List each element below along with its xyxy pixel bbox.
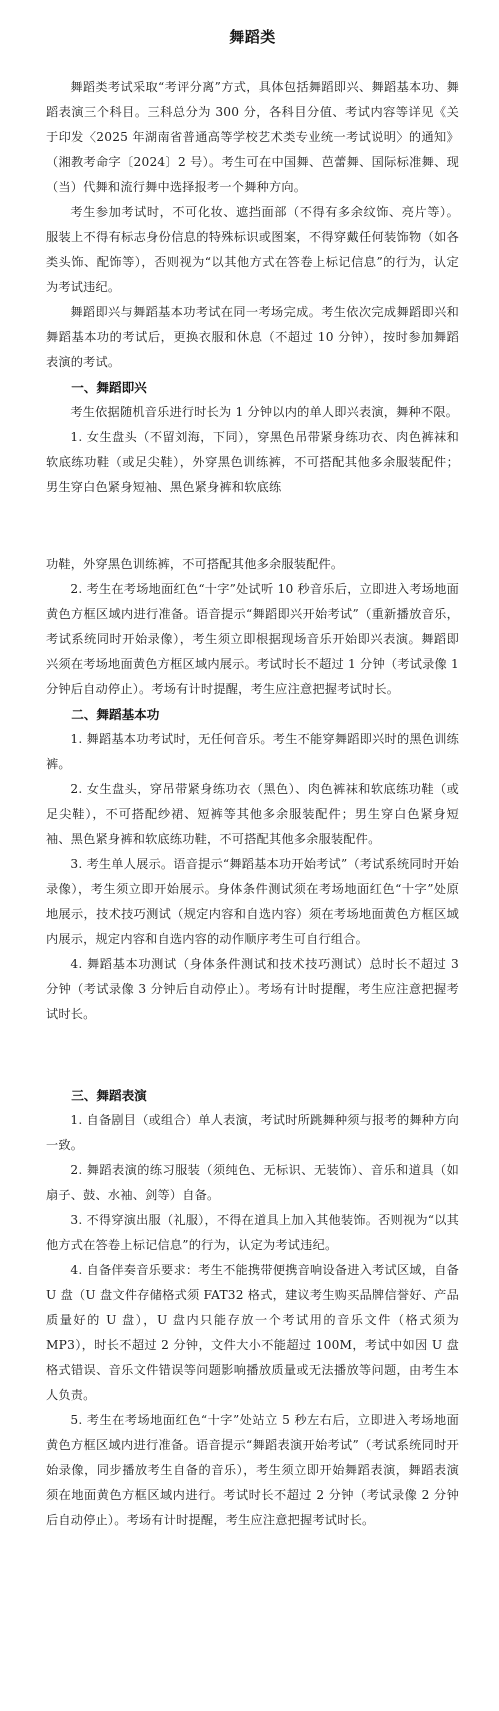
performance-paragraph-3: 3. 不得穿演出服（礼服），不得在道具上加入其他装饰。否则视为“以其他方式在答卷上标记信息”的行为，认定为考试违纪。 xyxy=(46,1213,459,1252)
page-break-gap xyxy=(46,500,459,552)
section-heading-basic-skills: 二、舞蹈基本功 xyxy=(71,707,160,722)
improvisation-paragraph-3: 2. 考生在考场地面红色“十字”处试听 10 秒音乐后，立即进入考场地面黄色方框区域内进行准备。语音提示“舞蹈即兴开始考试”（重新播放音乐，考试系统同时开始录像），考生须立即根据现场音乐开始即兴表演。舞蹈即兴须在考场地面黄色方框区域内展示。考试时长不超过 1 分钟（考试录像 1 分钟后自动停止）。考场有计时提醒，考生应注意把握考试时长。 xyxy=(46,582,459,696)
basic-skills-paragraph-1: 1. 舞蹈基本功考试时，无任何音乐。考生不能穿舞蹈即兴时的黑色训练裤。 xyxy=(46,732,459,771)
intro-paragraph-2: 考生参加考试时，不可化妆、遮挡面部（不得有多余纹饰、亮片等）。服装上不得有标志身份信息的特殊标识或图案，不得穿戴任何装饰物（如各类头饰、配饰等），否则视为“以其他方式在答卷上标记信息”的行为，认定为考试违纪。 xyxy=(46,205,459,294)
basic-skills-paragraph-2: 2. 女生盘头，穿吊带紧身练功衣（黑色）、肉色裤袜和软底练功鞋（或足尖鞋），不可搭配纱裙、短裤等其他多余服装配件；男生穿白色紧身短袖、黑色紧身裤和软底练功鞋，不可搭配其他多余服装配件。 xyxy=(46,782,459,846)
performance-paragraph-4: 4. 自备伴奏音乐要求：考生不能携带便携音响设备进入考试区域，自备 U 盘（U 盘文件存储格式须 FAT32 格式，建议考生购买品牌信誉好、产品质量好的 U 盘），U 盘内只能存放一个考试用的音乐文件（格式须为 MP3），时长不超过 2 分钟，文件大小不能超过 100M，考试中如因 U 盘格式错误、音乐文件错误等问题影响播放质量或无法播放等问题，由考生本人负责。 xyxy=(46,1263,459,1402)
performance-paragraph-2: 2. 舞蹈表演的练习服装（须纯色、无标识、无装饰）、音乐和道具（如扇子、鼓、水袖、剑等）自备。 xyxy=(46,1163,459,1202)
improvisation-paragraph-2: 1. 女生盘头（不留刘海，下同），穿黑色吊带紧身练功衣、肉色裤袜和软底练功鞋（或足尖鞋），外穿黑色训练裤，不可搭配其他多余服装配件；男生穿白色紧身短袖、黑色紧身裤和软底练 xyxy=(46,430,459,494)
page-break-gap xyxy=(46,1027,459,1083)
improvisation-paragraph-1: 考生依据随机音乐进行时长为 1 分钟以内的单人即兴表演，舞种不限。 xyxy=(70,405,459,419)
performance-paragraph-1: 1. 自备剧目（或组合）单人表演，考试时所跳舞种须与报考的舞种方向一致。 xyxy=(46,1113,459,1152)
basic-skills-paragraph-3: 3. 考生单人展示。语音提示“舞蹈基本功开始考试”（考试系统同时开始录像），考生须立即开始展示。身体条件测试须在考场地面红色“十字”处原地展示，技术技巧测试（规定内容和自选内容）须在考场地面黄色方框区域内展示，规定内容和自选内容的动作顺序考生可自行组合。 xyxy=(46,857,459,946)
intro-paragraph-3: 舞蹈即兴与舞蹈基本功考试在同一考场完成。考生依次完成舞蹈即兴和舞蹈基本功的考试后，更换衣服和休息（不超过 10 分钟），按时参加舞蹈表演的考试。 xyxy=(46,305,459,369)
section-heading-performance: 三、舞蹈表演 xyxy=(71,1088,147,1103)
intro-paragraph-1: 舞蹈类考试采取“考评分离”方式，具体包括舞蹈即兴、舞蹈基本功、舞蹈表演三个科目。三科总分为 300 分，各科目分值、考试内容等详见《关于印发〈2025 年湖南省普通高等学校艺术类专业统一考试说明〉的通知》（湘教考命字〔2024〕2 号）。考生可在中国舞、芭蕾舞、国际标准舞、现（当）代舞和流行舞中选择报考一个舞种方向。 xyxy=(46,80,459,194)
document-title: 舞蹈类 xyxy=(229,28,276,46)
section-heading-improvisation: 一、舞蹈即兴 xyxy=(71,380,147,395)
basic-skills-paragraph-4: 4. 舞蹈基本功测试（身体条件测试和技术技巧测试）总时长不超过 3 分钟（考试录像 3 分钟后自动停止）。考场有计时提醒，考生应注意把握考试时长。 xyxy=(46,957,459,1021)
performance-paragraph-5: 5. 考生在考场地面红色“十字”处站立 5 秒左右后，立即进入考场地面黄色方框区域内进行准备。语音提示“舞蹈表演开始考试”（考试系统同时开始录像，同步播放考生自备的音乐），考生须立即开始舞蹈表演，舞蹈表演须在地面黄色方框区域内进行。考试时长不超过 2 分钟（考试录像 2 分钟后自动停止）。考场有计时提醒，考生应注意把握考试时长。 xyxy=(46,1413,459,1527)
improvisation-paragraph-2-continued: 功鞋，外穿黑色训练裤，不可搭配其他多余服装配件。 xyxy=(46,557,344,571)
